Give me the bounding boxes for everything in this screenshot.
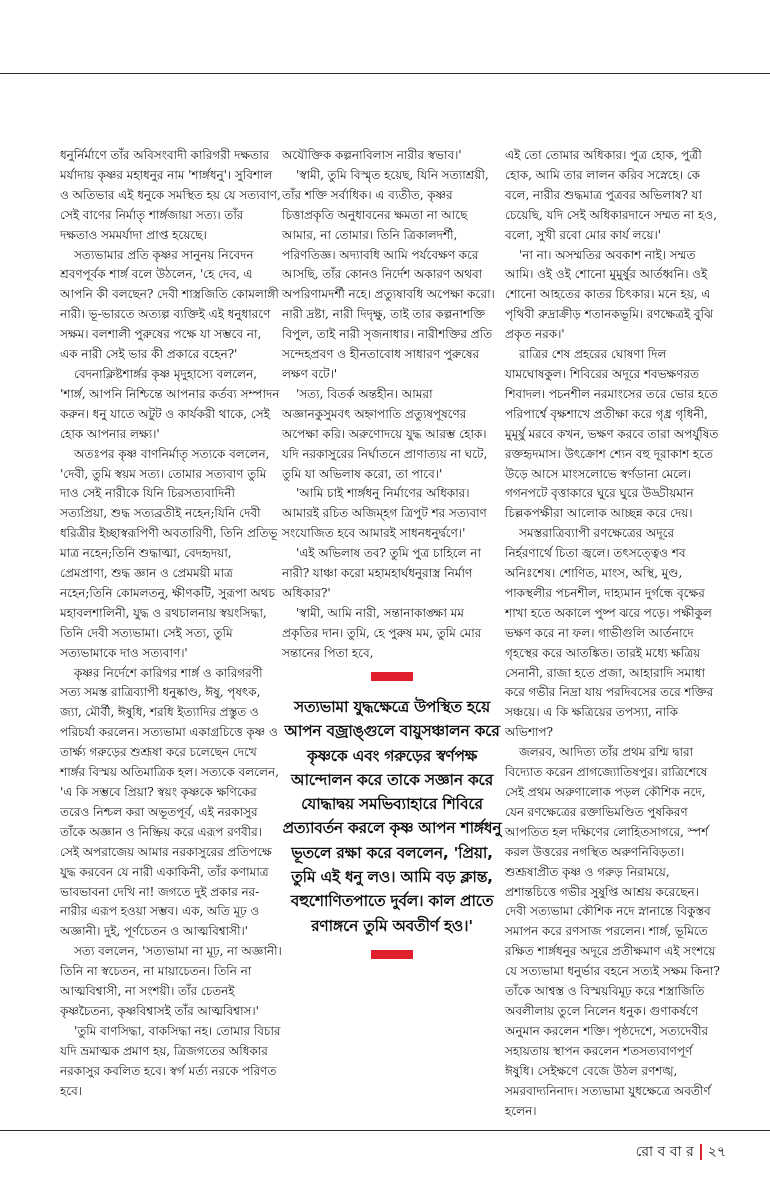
paragraph: 'না না। অসম্মতির অবকাশ নাই। সম্মত আমি। ওই ওই শোনো মুমুর্ষুর আর্তধ্বনি। ওই শোনো আহতের কাতর চিৎকার। মনে হয়, এ পৃথিবী রুদ্রাক্রীড় শতানকভূমি। রণক্ষেত্রই বুঝি প্রকৃত নরক।': [505, 247, 714, 342]
paragraph: 'এই অভিলাষ তব? তুমি পুত্র চাহিলে না নারী? যাঞ্চা করো মহামহার্ঘধনুরাস্ত্র নির্মাণ অধিকার?': [282, 546, 481, 600]
pull-quote-bottom-bar: [371, 950, 413, 959]
paragraph: অতঃপর কৃষ্ণ বাণনির্মাতৃ সত্যকে বললেন, 'দেবী, তুমি স্বয়ম সত্য। তোমার সত্যবাণ তুমি দাও সেই নারীকে যিনি চিরসত্যবাদিনী সত্যপ্রিয়া, শুদ্ধ সত্যব্রতীই নহেন;যিনি দেবী ধরিত্রীর ইচ্ছাস্বরূপিণী অবতারিণী, তিনি প্রতিভূ মাত্র নহেন;তিনি শুদ্ধাত্মা, বেদহৃদয়া, প্রেমপ্রাণা, শুদ্ধ জ্ঞান ও প্রেমময়ী মাত্র নহেন;তিনি কোমলতনু, ক্ষীণকটি, সুরূপা অথচ মহাবলশালিনী, যুদ্ধ ও রথচালনায় স্বয়ংসিদ্ধা, তিনি দেবী সত্যভামা। সেই সত্য, তুমি সত্যভামাকে দাও সত্যবাণ।': [60, 446, 278, 660]
footer-rule: [0, 1130, 770, 1131]
magazine-name: রো ব বা র: [635, 1144, 694, 1160]
paragraph: সত্য বললেন, 'সত্যভামা না মূঢ়, না অজ্ঞানী। তিনি না স্বচেতন, না মায়াচেতন। তিনি না আত্মবিশ্বাসী, না সংশয়ী। তাঁর চেতনই কৃষ্ণচৈতন্য, কৃষ্ণবিশ্বাসই তাঁর আত্মবিশ্বাস।': [60, 944, 282, 1018]
pull-quote-top-bar: [371, 672, 413, 681]
paragraph: 'স্বামী, আমি নারী, সন্তানাকাঙ্ক্ষা মম প্রকৃতির দান। তুমি, হে পুরুষ মম, তুমি মোর সন্তানের পিতা হবে,: [282, 605, 482, 660]
paragraph: 'তুমি বাণসিদ্ধা, বাকসিদ্ধা নহ। তোমার বিচার যদি ভ্রমাত্মক প্রমাণ হয়, ত্রিজগতের অধিকার নরকাসুর কবলিত হবে। স্বর্গ মর্ত্য নরকে পরিণত হবে।: [60, 1023, 281, 1098]
paragraph: রাত্রির শেষ প্রহরের ঘোষণা দিল যামঘোষকুল। শিবিরের অদূরে শবভক্ষণরত শিবাদল। পচনশীল নরমাংসের তরে ভোর হতে পরিপার্শ্বে বৃক্ষশাখে প্রতীক্ষা করে গৃধ্র গৃধিনী, মুমূর্ষু মরবে কখন, ভক্ষণ করবে তারা অপর্যুষিত রক্তহৃদমাস। উৎক্রোশ শ্যেন বহু দূরাকাশ হতে উড়ে আসে মাংসলোভে স্বর্ণডানা মেলে। গগনপটে বৃত্তাকারে ঘুরে ঘুরে উড্ডীয়মান চিল্লকপক্ষীরা আলোক আচ্ছন্ন করে দেয়।: [505, 347, 719, 521]
paragraph: সমস্তরাত্রিব্যাপী রণক্ষেত্রের অদূরে নির্হরণার্থে চিতা জ্বলে। তৎসত্ত্বেও শব অনিঃশেষ। শোণিত, মাংস, অস্থি, মুণ্ড, পাকস্থলীর পচনশীল, দাহ্যমান দুর্গন্ধে বৃক্ষের শাখা হতে অকালে পুষ্প ঝরে পড়ে। পক্ষীকুল ভক্ষণ করে না ফল। গাভীগুলি আর্তনাদে গৃহস্থের করে আতঙ্কিত। তারই মধ্যে ক্ষত্রিয় সেনানী, রাজা হতে প্রজা, আহারাদি সমাধা করে গভীর নিদ্রা যায় পরদিবসের তরে শক্তির সঞ্চয়ে। এ কি ক্ষত্রিয়ের তপস্যা, নাকি অভিশাপ?: [505, 526, 714, 740]
paragraph: জলরব, আদিত্য তাঁর প্রথম রশ্মি দ্বারা বিদ্যোত করেন প্রাগজ্যোতিষপুর। রাত্রিশেষে সেই প্রথম অরুণালোক পড়ল কৌশিক নদে, যেন রণক্ষেত্রের রক্তাভিমণ্ডিত পুষকিরণ আপতিত হল দক্ষিণের লোহিতসাগরে, স্পর্শ করল উত্তরের নগস্থিত অরুণনিবিড়তা। শুশ্রূষাপ্রীত কৃষ্ণ ও গরুড় নিরাময়ে, প্রশান্তচিত্তে গভীর সুষুপ্তি আশ্রয় করেছেন। দেবী সত্যভামা কৌশিক নদে স্নানান্তে বিকুস্তব সমাপন করে রণসাজ পরলেন। শার্ঙ্গ, ভূমিতে রক্ষিত শার্ঙ্গধনুর অদূরে প্রতীক্ষমাণ এই সংশয়ে যে সত্যভামা ধনুর্ভার বহনে সত্যই সক্ষম কিনা? তাঁকে আশ্বস্ত ও বিস্ময়বিমূঢ় করে শস্ত্রাজিতি অবলীলায় তুলে নিলেন ধনুক। গুণাকর্ষণে অনুমান করলেন শক্তি। পৃষ্ঠদেশে, সত্যদেবীর সহায়তায় স্থাপন করলেন শতসত্যবাণপূর্ণ ঈষুধি। সেইক্ষণে বেজে উঠল রণশঙ্খ, সমরবাদ্যনিনাদ। সত্যভামা যুধক্ষেত্রে অবতীর্ণ হলেন।: [505, 745, 720, 1118]
pull-quote-box: [282, 672, 502, 959]
header-rule: [0, 73, 770, 74]
paragraph: 'সত্য, বিতর্ক অন্তহীন। আমরা অজ্ঞানকুসুমবৎ অহ্নাপাতি প্রত্যুষপূষণের অপেক্ষা করি। অরুণোদয়ে যুদ্ধ আরম্ভ হোক। যদি নরকাসুরের নির্ঘাতনে প্রাণাত্যয় না ঘটে, তুমি যা অভিলাষ করো, তা পাবে।': [282, 386, 488, 481]
paragraph: বেদনাক্লিষ্টশার্ঙ্গর কৃষ্ণ মৃদুহাস্যে বললেন, 'শার্ঙ্গ, আপনি নিশ্চিন্তে আপনার কর্তব্য সম্পাদন করুন। ধনু যাতে অটুট ও কার্যকরী থাকে, সেই হোক আপনার লক্ষ্য।': [60, 366, 280, 441]
page-footer: [636, 1140, 726, 1164]
text-column-1: [60, 146, 282, 1102]
paragraph: সত্যভামার প্রতি কৃষ্ণর সানুনয় নিবেদন শ্রবণপূর্বক শার্ঙ্গ বলে উঠলেন, 'হে দেব, এ আপনি কী বলছেন? দেবী শাস্ত্রজিতি কোমলাঙ্গী নারী। ভূ-ভারতে অত্যল্প ব্যক্তিই এই ধনুধারণে সক্ষম। বলশালী পুরুষের পক্ষে যা সম্ভবে না, এক নারী সেই ভার কী প্রকারে বহেন?': [60, 247, 279, 362]
paragraph: কৃষ্ণর নির্দেশে কারিগর শার্ঙ্গ ও কারিগরণী সত্য সমস্ত রাত্রিব্যাপী ধনুষ্কাণ্ড, ঈষু, পৃষৎক, জ্যা, মৌর্বী, ঈষুধি, শরধি ইত্যাদির প্রস্তুত ও পরিচর্যা করলেন। সত্যভামা একাগ্রচিত্তে কৃষ্ণ ও তার্ক্ষ্য গরুড়ের শুশ্রূষা করে চলেছেন দেখে শার্ঙ্গর বিস্ময় অতিমাত্রিক হল। সত্যকে বললেন, 'এ কি সম্ভবে প্রিয়া? স্বয়ং কৃষ্ণকে ক্ষণিকের তরেও নিশ্চল করা অভূতপূর্ব, এই নরকাসুর তাঁকে অজ্ঞান ও নিষ্ক্রিয় করে এরূপ রণবীর। সেই অপরাজেয় আমার নরকাসুরের প্রতিপক্ষে যুদ্ধ করবেন যে নারী একাকিনী, তাঁর কণামাত্র ভাবভাবনা দেখি না! জগতে দুই প্রকার নর-নারীর এরূপ হওয়া সম্ভব। এক, অতি মূঢ় ও অজ্ঞানী। দুই, পূর্ণচেতন ও আত্মবিশ্বাসী।': [60, 665, 279, 939]
paragraph: 'স্বামী, তুমি বিস্মৃত হয়েছ, যিনি সত্যাশ্রয়ী, তাঁর শক্তি সর্বাধিক। এ ব্যতীত, কৃষ্ণর চিত্তাপ্রকৃতি অনুধাবনের ক্ষমতা না আছে আমার, না তোমার। তিনি ত্রিকালদর্শী, পরিণতিজ্ঞ। অদ্যাবধি আমি পর্যবেক্ষণ করে আসছি, তাঁর কোনও নির্দেশ অকারণ অথবা অপরিণামদর্শী নহে। প্রত্যুষাবধি অপেক্ষা করো। নারী দ্রষ্টা, নারী দিদৃক্ষু, তাই তার কল্পনাশক্তি বিপুল, তাই নারী সৃজনাধার। নারীশক্তির প্রতি সন্দেহপ্রবণ ও হীনতাবোধ সাধারণ পুরুষের লক্ষণ বটে।': [282, 167, 495, 381]
pull-quote: সত্যভামা যুদ্ধক্ষেত্রে উপস্থিত হয়ে আপন বজ্রাঙ্গুলে বায়ুসঞ্চালন করে কৃষ্ণকে এবং গরুড়ের স্বর্ণপক্ষ আন্দোলন করে তাকে সজ্ঞান করে যোদ্ধাদ্বয় সমভিব্যাহারে শিবিরে প্রত্যাবর্তন করলে কৃষ্ণ আপন শার্ঙ্গধনু ভূতলে রক্ষা করে বললেন, 'প্রিয়া, তুমি এই ধনু লও। আমি বড় ক্লান্ত, বহুশোণিতপাতে দুর্বল। কাল প্রাতে রণাঙ্গনে তুমি অবতীর্ণ হও।': [282, 698, 502, 935]
text-column-3: [505, 146, 720, 1121]
page-number: ২৭: [707, 1144, 726, 1160]
footer-separator: [700, 1144, 702, 1160]
text-column-2: [282, 146, 502, 664]
paragraph: 'আমি চাই শার্ঙ্গধনু নির্মাণের অধিকার। আমারই রচিত অজিম্হগ ত্রিপুট শর সত্যবাণ সংযোজিত হবে আমারই সাধনধনুর্দ্বণে।': [282, 486, 487, 541]
paragraph: ধনুর্নির্মাণে তাঁর অবিসংবাদী কারিগরী দক্ষতার মর্যাদায় কৃষ্ণর মহাধনুর নাম 'শার্ঙ্গধনু'। সুবিশাল ও অতিভার এই ধনুকে সমস্থিত হয় যে সত্যবাণ, সেই বাণের নির্মাতৃ শার্ঙ্গজায়া সত্য। তাঁর দক্ষতাও সমমর্যাদা প্রাপ্ত হয়েছে।: [60, 148, 281, 242]
paragraph: এই তো তোমার অধিকার। পুত্র হোক, পুত্রী হোক, আমি তার লালন করিব সস্নেহে। কে বলে, নারীর শুদ্ধমাত্র পুত্রবর অভিলাষ? যা চেয়েছি, যদি সেই অধিকারদানে সম্মত না হও, বলো, সুখী রবো মোর কার্য লয়ে।': [505, 148, 717, 242]
paragraph: অযৌক্তিক কল্পনাবিলাস নারীর স্বভাব।': [282, 148, 462, 162]
